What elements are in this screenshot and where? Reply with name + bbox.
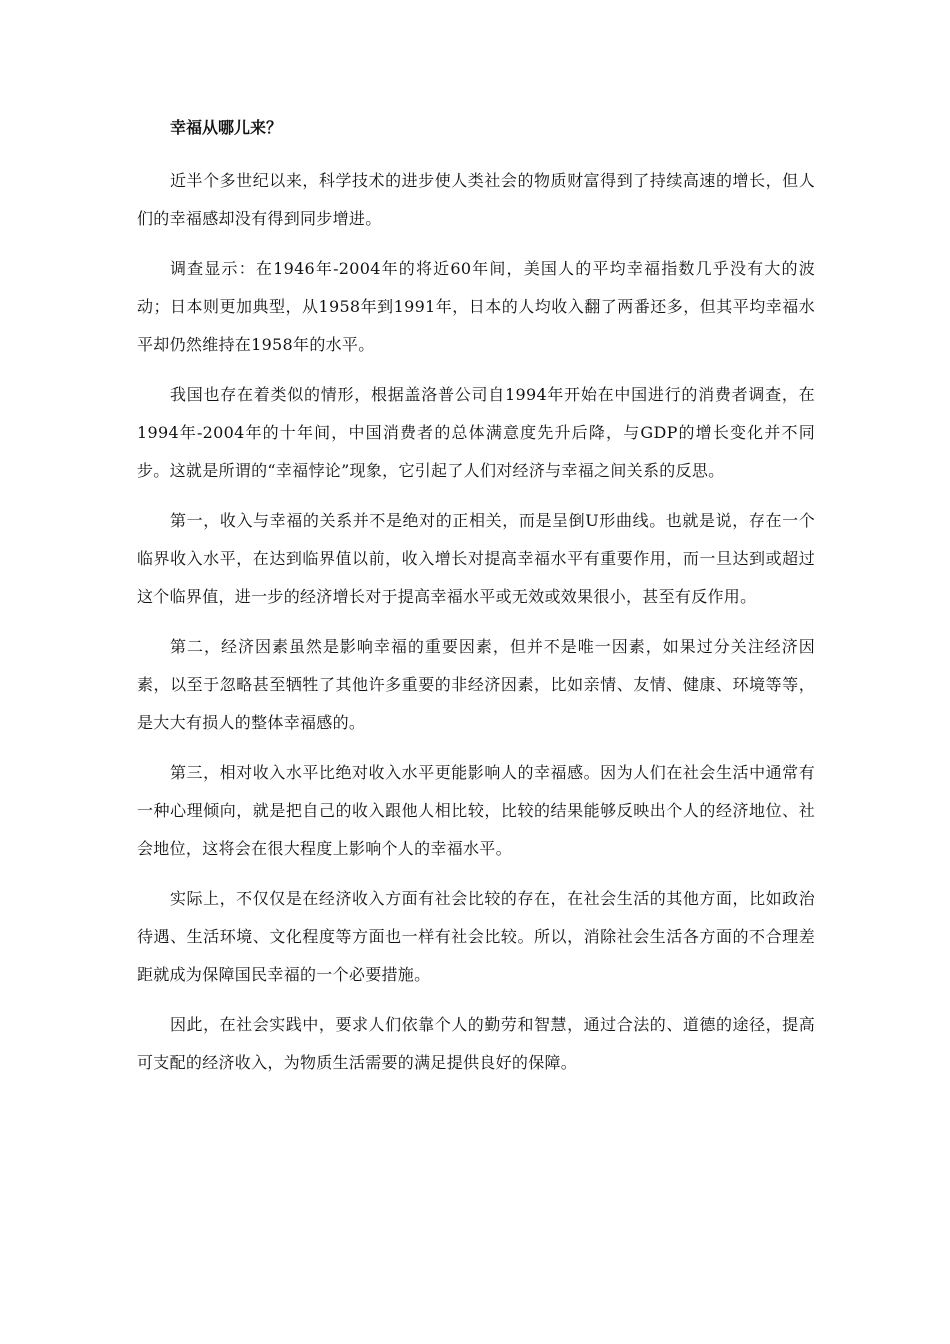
paragraph-social-comparison: 实际上，不仅仅是在经济收入方面有社会比较的存在，在社会生活的其他方面，比如政治待遇、生活环境、文化程度等方面也一样有社会比较。所以，消除社会生活各方面的不合理差距就成为保障国民幸福的一个必要措施。 [137,889,815,984]
paragraph-conclusion: 因此，在社会实践中，要求人们依靠个人的勤劳和智慧，通过合法的、道德的途径，提高可支配的经济收入，为物质生活需要的满足提供良好的保障。 [137,1015,815,1072]
paragraph-point-two: 第二，经济因素虽然是影响幸福的重要因素，但并不是唯一因素，如果过分关注经济因素，以至于忽略甚至牺牲了其他许多重要的非经济因素，比如亲情、友情、健康、环境等等，是大大有损人的整体幸福感的。 [137,637,815,732]
paragraph-point-one: 第一，收入与幸福的关系并不是绝对的正相关，而是呈倒U形曲线。也就是说，存在一个临界收入水平，在达到临界值以前，收入增长对提高幸福水平有重要作用，而一旦达到或超过这个临界值，进一步的经济增长对于提高幸福水平或无效或效果很小，甚至有反作用。 [137,511,815,606]
paragraph-china: 我国也存在着类似的情形，根据盖洛普公司自1994年开始在中国进行的消费者调查，在1994年-2004年的十年间，中国消费者的总体满意度先升后降，与GDP的增长变化并不同步。这就是所谓的“幸福悖论”现象，它引起了人们对经济与幸福之间关系的反思。 [137,385,815,480]
paragraph-survey: 调查显示：在1946年-2004年的将近60年间，美国人的平均幸福指数几乎没有大的波动；日本则更加典型，从1958年到1991年，日本的人均收入翻了两番还多，但其平均幸福水平却仍然维持在1958年的水平。 [137,259,815,354]
paragraph-point-three: 第三，相对收入水平比绝对收入水平更能影响人的幸福感。因为人们在社会生活中通常有一种心理倾向，就是把自己的收入跟他人相比较，比较的结果能够反映出个人的经济地位、社会地位，这将会在很大程度上影响个人的幸福水平。 [137,763,815,858]
document-title: 幸福从哪儿来？ [170,118,283,137]
paragraph-intro: 近半个多世纪以来，科学技术的进步使人类社会的物质财富得到了持续高速的增长，但人们的幸福感却没有得到同步增进。 [137,171,815,228]
document-body [137,112,815,1082]
